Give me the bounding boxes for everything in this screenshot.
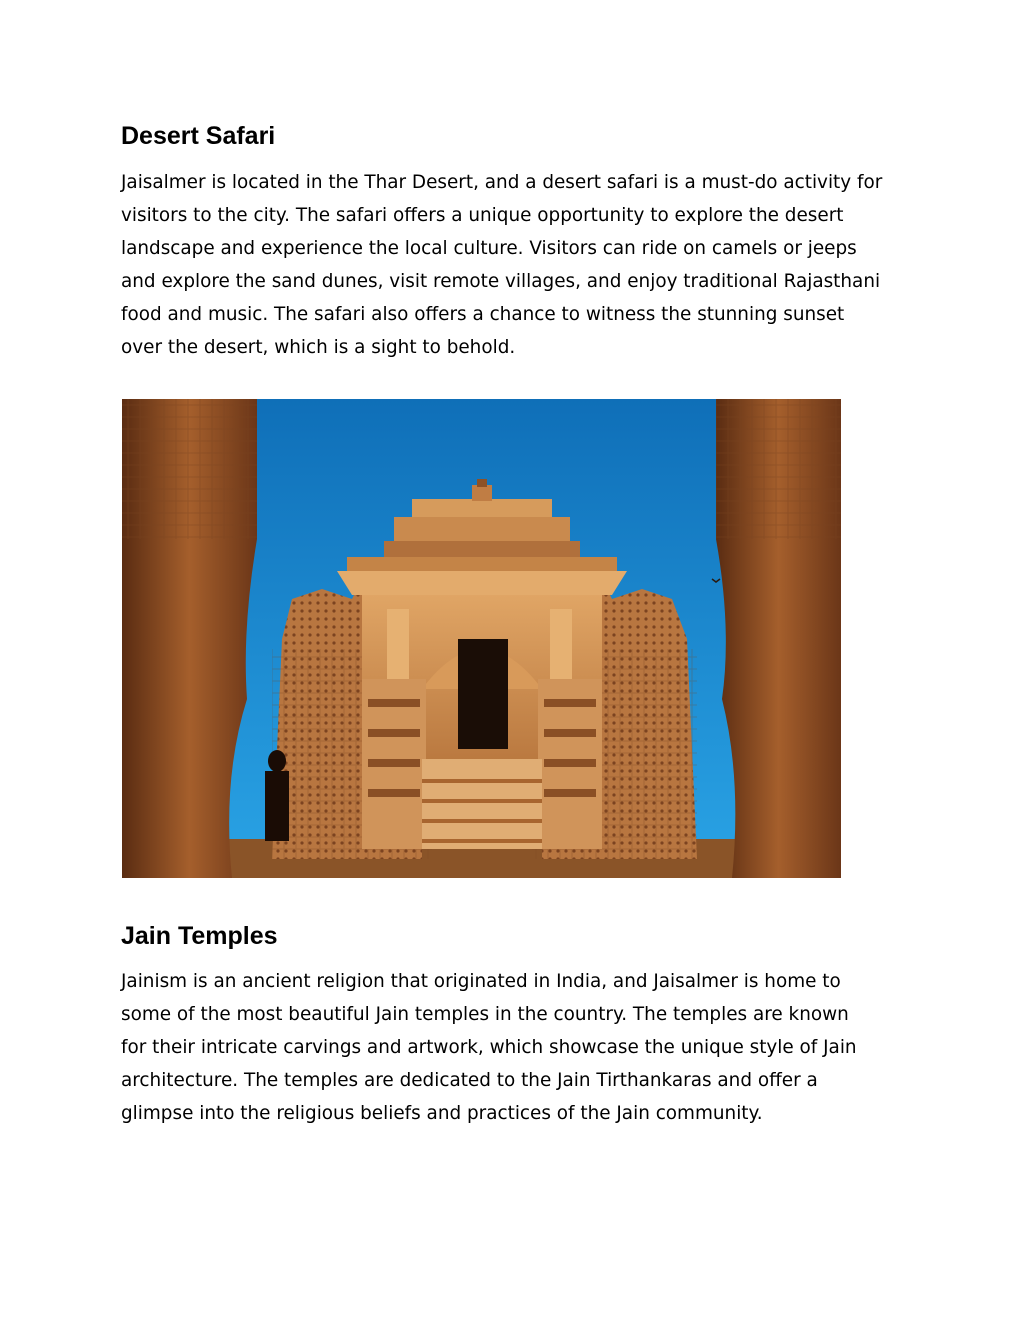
paragraph-line: architecture. The temples are dedicated to the Jain Tirthankaras and offer a [121,1070,818,1091]
paragraph-line: for their intricate carvings and artwork, which showcase the unique style of Jain [121,1037,857,1058]
paragraph-line: Jainism is an ancient religion that originated in India, and Jaisalmer is home to [121,971,841,992]
section-paragraph-jain-temples [121,965,911,1130]
steps [422,759,542,849]
doorway [458,639,508,749]
paragraph-line: food and music. The safari also offers a chance to witness the stunning sunset [121,304,845,325]
paragraph-line: visitors to the city. The safari offers a unique opportunity to explore the desert [121,205,844,226]
paragraph-line: landscape and experience the local culture. Visitors can ride on camels or jeeps [121,238,857,259]
paragraph-line: glimpse into the religious beliefs and practices of the Jain community. [121,1103,763,1124]
paragraph-line: over the desert, which is a sight to behold. [121,337,516,358]
canopy [337,571,627,595]
section-heading-desert-safari: Desert Safari [121,122,276,150]
person-silhouette [268,750,286,772]
section-heading-jain-temples: Jain Temples [121,922,278,950]
jain-temple-photo [122,399,841,878]
roof-top [394,517,570,541]
paragraph-line: Jaisalmer is located in the Thar Desert, and a desert safari is a must-do activity for [121,172,883,193]
paragraph-line: and explore the sand dunes, visit remote villages, and enjoy traditional Rajasthani [121,271,881,292]
section-paragraph-desert-safari [121,166,911,364]
paragraph-line: some of the most beautiful Jain temples in the country. The temples are known [121,1004,849,1025]
